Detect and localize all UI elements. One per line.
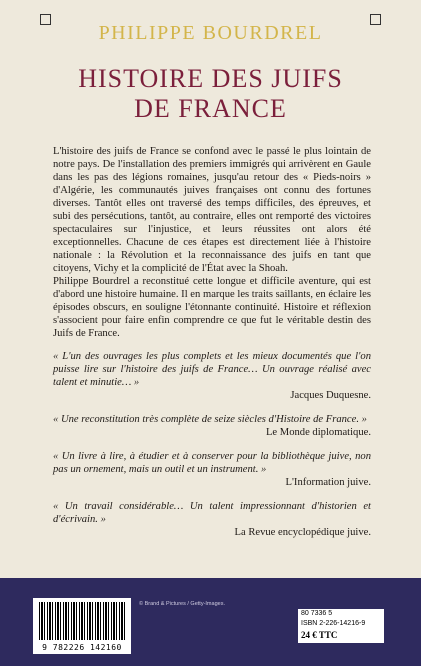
blurb-paragraph-1: L'histoire des juifs de France se confond avec le passé le plus lointain de notre pays. De l'installation des premiers immigrés qui arrivèrent en Gaule dans les pas des légions romaines, jusqu'au retour des « Pieds-noirs » d'Algérie, les communautés juives françaises ont connu des fortunes diverses. Tantôt elles ont traversé des temps difficiles, des épreuves, et subi des persécutions, tantôt, au contraire, elles ont remporté des victoires spectaculaires sur l'injustice, et leurs réussites ont alors été exceptionnelles. Chacune de ces étapes est directement liée à l'histoire nationale : la Révolution et la reconnaissance des juifs en tant que citoyens, Vichy et la complicité de l'État avec la Shoah.	[53, 146, 371, 274]
product-code: 80 7336 5	[301, 610, 333, 617]
barcode-number: 9 782226 142160	[42, 643, 122, 652]
quote-1	[53, 350, 371, 402]
quote-text: « Un livre à lire, à étudier et à conserver pour la bibliothèque juive, non pas un ornement, mais un outil et un instrument. »	[53, 451, 371, 475]
quote-source: Jacques Duquesne.	[290, 390, 371, 401]
price: 24 € TTC	[301, 630, 338, 640]
book-title	[0, 64, 421, 124]
author-name: PHILIPPE BOURDREL	[98, 22, 323, 44]
photo-credit: © Brand & Pictures / Getty-Images.	[139, 601, 225, 607]
quote-text: « Un travail considérable… Un talent impressionnant d'historien et d'écrivain. »	[53, 501, 371, 525]
price-box	[298, 609, 384, 643]
isbn: ISBN 2-226-14216-9	[301, 620, 366, 627]
quote-source: La Revue encyclopédique juive.	[234, 527, 371, 538]
quote-4	[53, 500, 371, 539]
quote-3	[53, 450, 371, 489]
quote-text: « Une reconstitution très complète de seize siècles d'Histoire de France. »	[53, 414, 367, 425]
quote-source: L'Information juive.	[285, 477, 371, 488]
quote-2	[53, 413, 371, 439]
quote-text: « L'un des ouvrages les plus complets et les mieux documentés que l'on puisse lire sur l'histoire des juifs de France… Un ouvrage réalisé avec talent et minutie… »	[53, 351, 371, 388]
quote-source: Le Monde diplomatique.	[265, 427, 371, 438]
press-quotes	[53, 350, 371, 550]
barcode	[33, 598, 131, 654]
blurb	[53, 145, 371, 340]
title-line-2: DE FRANCE	[134, 94, 287, 123]
blurb-paragraph-2: Philippe Bourdrel a reconstitué cette longue et difficile aventure, qui est d'abord une histoire humaine. Il en marque les traits saillants, en éclaire les épisodes obscurs, en souligne l'étonnante continuité. Histoire et réflexion s'associent pour faire enfin comprendre ce que fut le véritable destin des Juifs de France.	[53, 276, 371, 339]
title-line-1: HISTOIRE DES JUIFS	[78, 64, 343, 93]
barcode-bars	[39, 602, 125, 640]
